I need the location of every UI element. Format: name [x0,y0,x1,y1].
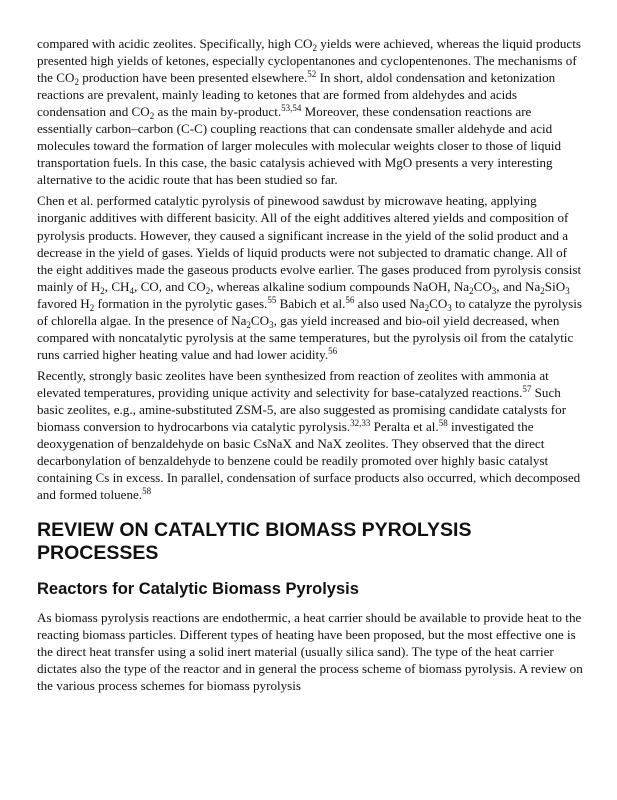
text-run: compared with acidic zeolites. Specifically, high CO [37,36,313,51]
subscript: 3 [491,285,497,296]
text-run: Chen et al. performed catalytic pyrolysis of pinewood sawdust by microwave heating, applying inorganic additives with different basicity. All of the eight additives altered yields and composition of pyrolysis products. However, they caused a significant increase in the yield of the solid product and a decrease in the yield of gases. Yields of liquid products were not subjected to dramatic change. All of the eight additives made the gaseous products evolve earlier. The gases produced from pyrolysis consist mainly of H [37,193,582,294]
subscript: 2 [540,285,545,296]
citation-superscript: 56 [345,294,355,305]
text-run: , CH [104,278,130,294]
subscript: 4 [129,285,135,296]
text-run: , whereas alkaline sodium compounds NaOH, Na [210,278,470,294]
text-run: yields were achieved, whereas the liquid products presented high yields of ketones, especially cyclopentanones and cyclopentenones. The mechanisms of the CO [37,36,581,86]
paragraph-heat-carrier: As biomass pyrolysis reactions are endothermic, a heat carrier should be available to provide heat to the reacting biomass particles. Different types of heating have been proposed, but the most effective one is the direct heat transfer using a solid inert material (usually silica sand). The type of the heat carrier dictates also the type of the reactor and in general the process scheme of biomass pyrolysis. A review on the various process schemes for biomass pyrolysis [37,610,583,694]
text-run: CO [250,312,270,328]
citation-superscript: 58 [438,418,448,429]
citation-superscript: 32,33 [350,418,371,429]
text-run: CO [473,278,492,294]
section-heading: REVIEW ON CATALYTIC BIOMASS PYROLYSIS PROCESSES [37,519,472,565]
subscript: 2 [312,43,317,53]
text-run: investigated the deoxygenation of benzaldehyde on basic CsNaX and NaX zeolites. They observed that the direct decarbonylation of benzaldehyde to benzene could be readily promoted over highly basic catalyst containing Cs in excess. In parallel, condensation of surface products also occurred, which decomposed and formed toluene. [37,419,581,503]
text-run: , CO, and CO [134,278,206,294]
subscript: 2 [89,302,95,313]
subscript: 3 [269,319,274,330]
subscript: 2 [424,302,430,313]
citation-superscript: 56 [328,345,338,356]
subscript: 2 [205,285,211,296]
text-run: to catalyze the pyrolysis of chlorella algae. In the presence of Na [37,295,582,328]
text-run: Such basic zeolites, e.g., amine-substituted ZSM-5, are also suggested as promising candidate catalysts for biomass conversion to hydrocarbons via catalytic pyrolysis. [37,384,567,435]
paragraph-basic-catalysis-mgo [37,35,583,188]
subsection-heading: Reactors for Catalytic Biomass Pyrolysis [37,580,359,599]
subscript: 2 [246,319,251,330]
citation-superscript: 52 [307,69,317,80]
citation-superscript: 57 [522,383,532,394]
paragraph-chen-microwave [37,192,583,362]
paragraph-basic-zeolites [37,367,583,503]
text-run: formation in the pyrolytic gases. [94,295,268,311]
text-run: Recently, strongly basic zeolites have been synthesized from reaction of zeolites with ammonia at elevated temperatures, providing unique activity and selectivity for base-catalyzed reactions. [37,367,549,400]
text-run: Peralta et al. [370,419,439,435]
text-run: , and Na [496,278,541,294]
subscript: 2 [100,285,105,296]
subscript: 2 [149,111,155,122]
text-run: In short, aldol condensation and ketonization reactions are prevalent, mainly leading to ketones that are formed from aldehydes and acids condensation and CO [37,70,556,120]
subscript: 2 [74,77,79,88]
citation-superscript: 58 [142,486,152,497]
citation-superscript: 55 [267,294,277,305]
text-run: as the main by-product. [154,104,282,120]
text-run: production have been presented elsewhere. [78,70,308,86]
citation-superscript: 53,54 [281,103,302,114]
subscript: 2 [469,285,474,296]
text-run: also used Na [354,295,425,311]
text-run: , gas yield increased and bio-oil yield decreased, when compared with noncatalytic pyrolysis at the same temperatures, but the pyrolysis oil from the catalytic runs carried higher heating value and had lower acidity. [37,312,574,362]
text-run: SiO [544,278,566,294]
text-run: Moreover, these condensation reactions are essentially carbon–carbon (C-C) coupling reactions that can condensate smaller aldehyde and acid molecules toward the formation of larger molecules with molecular weights closer to those of liquid transportation fuels. In this case, the basic catalysis achieved with MgO presents a very interesting alternative to the acidic route that has been studied so far. [37,104,562,188]
text-run: Babich et al. [276,295,346,311]
text-run: CO [429,295,448,311]
subscript: 3 [565,285,570,296]
text-run: favored H [37,295,90,311]
document-page [37,35,583,695]
subscript: 3 [447,302,452,313]
